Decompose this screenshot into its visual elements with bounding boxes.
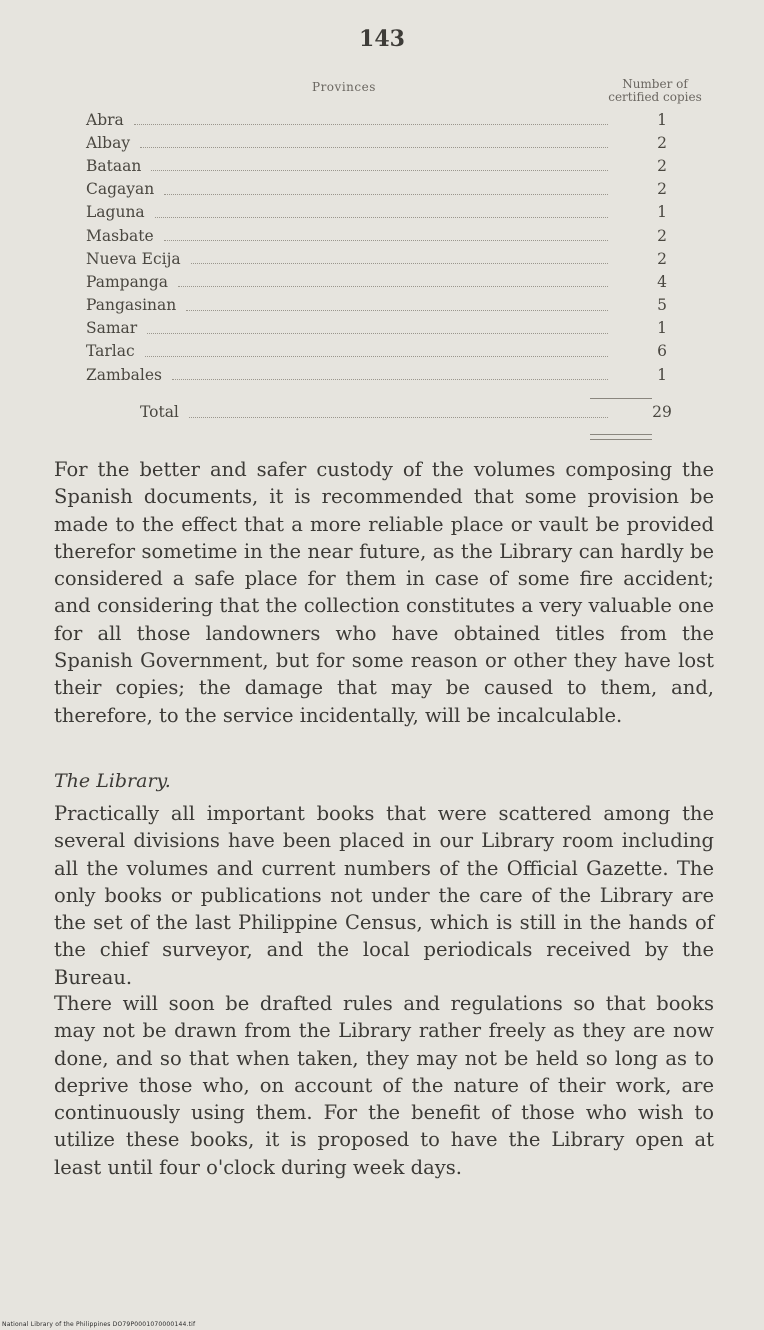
province-name: Zambales (86, 365, 162, 384)
province-name: Tarlac (86, 342, 135, 361)
leader-dots (151, 170, 608, 171)
table-row (86, 363, 666, 386)
copies-count: 1 (657, 365, 667, 384)
copies-count: 2 (657, 226, 667, 245)
leader-dots (147, 333, 608, 334)
province-name: Nueva Ecija (86, 249, 181, 268)
copies-count: 2 (657, 249, 667, 268)
section-heading-library: The Library. (54, 770, 171, 792)
leader-dots (189, 417, 608, 418)
leader-dots (155, 217, 608, 218)
leader-dots (164, 194, 608, 195)
copies-count: 5 (657, 296, 667, 315)
footer-source: National Library of the Philippines DO79P0001070000144.tif (2, 1321, 196, 1328)
leader-dots (134, 124, 608, 125)
leader-dots (178, 286, 608, 287)
copies-count: 1 (657, 319, 667, 338)
copies-count: 1 (657, 203, 667, 222)
table-row (86, 201, 666, 224)
leader-dots (145, 356, 608, 357)
table-row (86, 154, 666, 177)
table-row (86, 270, 666, 293)
table-row (86, 224, 666, 247)
total-value: 29 (652, 403, 672, 421)
table-row (86, 178, 666, 201)
province-name: Laguna (86, 203, 145, 222)
paragraph-library-rules: There will soon be drafted rules and regulations so that books may not be drawn from the Library rather freely as they are now done, and so that when taken, they may not be held so long as to deprive those who, on account of the nature of their work, are continuously using them. For the benefit of those who wish to utilize these books, it is proposed to have the Library open at least until four o'clock during week days. (54, 992, 714, 1179)
table-row (86, 131, 666, 154)
column-header-copies-line1: Number of (622, 77, 688, 91)
total-label: Total (140, 403, 179, 421)
province-name: Abra (86, 110, 124, 129)
table-row (86, 317, 666, 340)
table-row (86, 294, 666, 317)
column-header-copies-line2: certified copies (608, 90, 702, 104)
province-name: Cagayan (86, 180, 155, 199)
table-row (86, 340, 666, 363)
paragraph-custody: For the better and safer custody of the volumes composing the Spanish documents, it is recommended that some provision be made to the effect that a more reliable place or vault be provided therefor sometime in the near future, as the Library can hardly be considered a safe place for them in case of some fire accident; and considering that the collection constitutes a very valuable one for all those landowners who have obtained titles from the Spanish Government, but for some reason or other they have lost their copies; the damage that may be caused to them, and, therefore, to the service incidentally, will be incalculable. (54, 458, 714, 727)
province-name: Masbate (86, 226, 154, 245)
column-header-provinces: Provinces (312, 80, 376, 94)
copies-count: 4 (657, 272, 667, 291)
leader-dots (140, 147, 608, 148)
province-table (86, 108, 666, 386)
copies-count: 2 (657, 156, 667, 175)
leader-dots (164, 240, 608, 241)
page-number: 143 (359, 26, 405, 52)
province-name: Samar (86, 319, 138, 338)
copies-count: 2 (657, 180, 667, 199)
province-name: Bataan (86, 156, 142, 175)
column-header-copies (596, 78, 714, 104)
table-row (86, 108, 666, 131)
paragraph-library-books: Practically all important books that were scattered among the several divisions have been placed in our Library room including all the volumes and current numbers of the Official Gazette. The only books or publications not under the care of the Library are the set of the last Philippine Census, which is still in the hands of the chief surveyor, and the local periodicals received by the Bureau. (54, 802, 714, 989)
leader-dots (186, 310, 608, 311)
total-rule (590, 398, 652, 399)
total-double-rule (590, 434, 652, 440)
copies-count: 6 (657, 342, 667, 361)
copies-count: 2 (657, 133, 667, 152)
province-name: Pangasinan (86, 296, 177, 315)
province-name: Albay (86, 133, 131, 152)
province-name: Pampanga (86, 272, 168, 291)
copies-count: 1 (657, 110, 667, 129)
table-row (86, 247, 666, 270)
total-row (140, 403, 672, 421)
leader-dots (172, 379, 608, 380)
leader-dots (191, 263, 608, 264)
